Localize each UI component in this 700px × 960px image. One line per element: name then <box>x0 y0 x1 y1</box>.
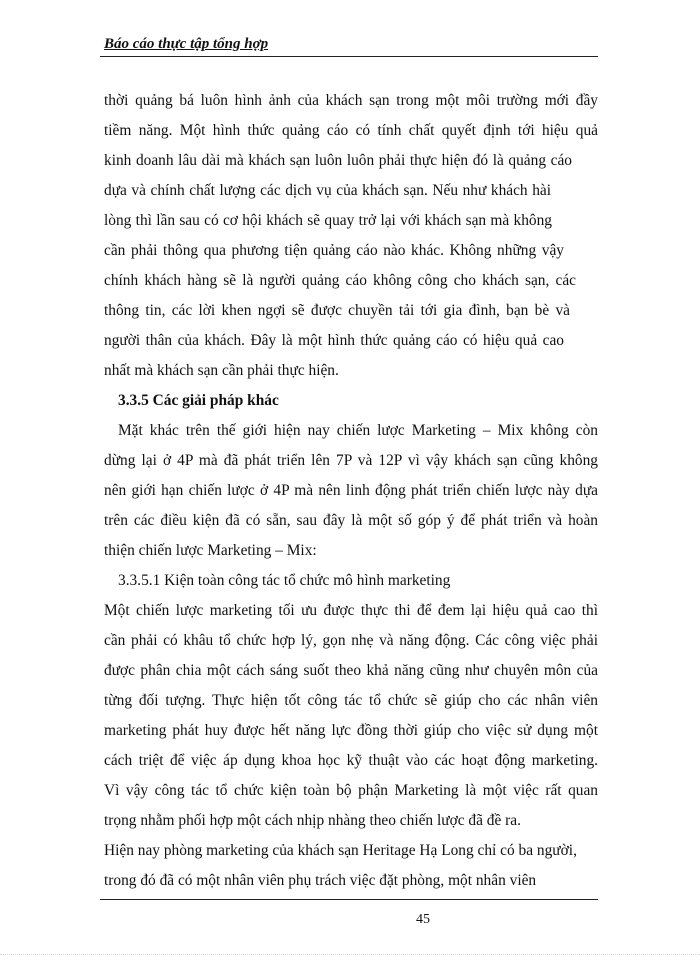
body-line: từng đối tượng. Thực hiện tốt công tác tổ chức sẽ giúp cho các nhân viên <box>104 692 598 709</box>
body-line: tiềm năng. Một hình thức quảng cáo có tính chất quyết định tới hiệu quả <box>104 122 598 139</box>
body-line: cần phải thông qua phương tiện quảng cáo nào khác. Không những vậy <box>104 242 564 259</box>
body-line: được phân chia một cách sáng suốt theo khả năng cũng như chuyên môn của <box>104 662 598 679</box>
body-line: Hiện nay phòng marketing của khách sạn Heritage Hạ Long chỉ có ba người, <box>104 842 577 859</box>
body-line: marketing phát huy được hết năng lực đồng thời giúp cho việc sử dụng một <box>104 722 598 739</box>
body-line: trọng nhằm phối hợp một cách nhịp nhàng theo chiến lược đã đề ra. <box>104 812 521 829</box>
body-line: lòng thì lần sau có cơ hội khách sẽ quay trở lại với khách sạn mà không <box>104 212 552 229</box>
body-line: thông tin, các lời khen ngợi sẽ được chuyền tải tới gia đình, bạn bè và <box>104 302 570 319</box>
body-line: nhất mà khách sạn cần phải thực hiện. <box>104 362 339 379</box>
body-line: chính khách hàng sẽ là người quảng cáo không công cho khách sạn, các <box>104 272 576 289</box>
body-line: trên các điều kiện đã có sẵn, sau đây là một số góp ý để phát triển và hoàn <box>104 512 598 529</box>
page-number: 45 <box>416 912 430 927</box>
body-line: dựa và chính chất lượng các dịch vụ của khách sạn. Nếu như khách hài <box>104 182 551 199</box>
body-line: dừng lại ở 4P mà đã phát triển lên 7P và 12P vì vậy khách sạn cũng không <box>104 452 598 469</box>
body-line: kinh doanh lâu dài mà khách sạn luôn luôn phải thực hiện đó là quảng cáo <box>104 152 572 169</box>
body-line: Một chiến lược marketing tối ưu được thực thi để đem lại hiệu quả cao thì <box>104 602 598 619</box>
header-divider <box>100 56 598 57</box>
section-heading: 3.3.5 Các giải pháp khác <box>118 392 279 409</box>
body-line: nên giới hạn chiến lược ở 4P mà nên linh động phát triển chiến lược này dựa <box>104 482 598 499</box>
body-line: cần phải có khâu tổ chức hợp lý, gọn nhẹ và năng động. Các công việc phải <box>104 632 598 649</box>
page-bottom-edge <box>0 954 700 955</box>
body-line: thời quảng bá luôn hình ảnh của khách sạn trong một môi trường mới đầy <box>104 92 598 109</box>
subsection-heading: 3.3.5.1 Kiện toàn công tác tổ chức mô hình marketing <box>118 572 451 589</box>
body-line: thiện chiến lược Marketing – Mix: <box>104 542 317 559</box>
running-header-title: Báo cáo thực tập tổng hợp <box>104 36 269 52</box>
body-line: cách triệt để việc áp dụng khoa học kỹ thuật vào các hoạt động marketing. <box>104 752 598 769</box>
body-line: trong đó đã có một nhân viên phụ trách việc đặt phòng, một nhân viên <box>104 872 537 889</box>
footer-divider <box>100 899 598 900</box>
body-line: người thân của khách. Đây là một hình thức quảng cáo có hiệu quả cao <box>104 332 564 349</box>
body-line: Mặt khác trên thế giới hiện nay chiến lược Marketing – Mix không còn <box>118 422 598 439</box>
body-line: Vì vậy công tác tổ chức kiện toàn bộ phận Marketing là một việc rất quan <box>104 782 598 799</box>
